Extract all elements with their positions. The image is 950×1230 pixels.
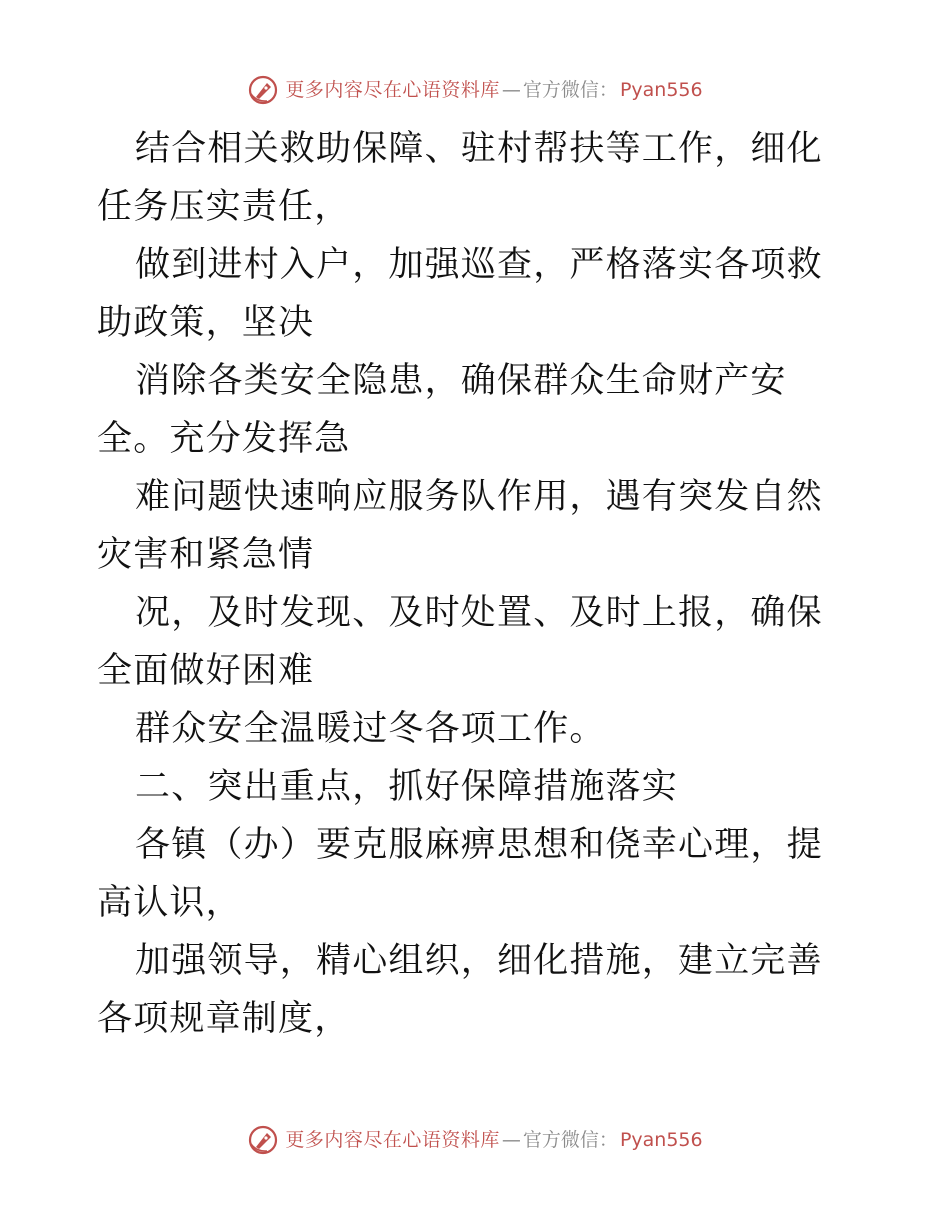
- watermark-wechat-id: Pyan556: [619, 79, 703, 101]
- section-heading: 二、突出重点，抓好保障措施落实: [135, 767, 679, 807]
- paragraph: 群众安全温暖过冬各项工作。: [135, 709, 606, 749]
- paragraph: 加强领导，精心组织，细化措施，建立完善各项规章制度，: [97, 941, 823, 1039]
- pen-nib-circle-icon: [247, 74, 279, 106]
- document-body: [97, 120, 857, 1048]
- paragraph: 做到进村入户，加强巡查，严格落实各项救助政策，坚决: [97, 245, 823, 343]
- watermark-brand: 更多内容尽在心语资料库: [285, 1129, 500, 1151]
- watermark-wechat-label: 官方微信：: [522, 79, 618, 101]
- pen-nib-circle-icon: [247, 1124, 279, 1156]
- paragraph: 结合相关救助保障、驻村帮扶等工作，细化任务压实责任，: [97, 129, 823, 227]
- paragraph: 消除各类安全隐患，确保群众生命财产安全。充分发挥急: [97, 361, 787, 459]
- watermark-separator: —: [501, 79, 521, 101]
- footer-watermark: [0, 1124, 950, 1156]
- paragraph: 难问题快速响应服务队作用，遇有突发自然灾害和紧急情: [97, 477, 823, 575]
- watermark-wechat-id: Pyan556: [619, 1129, 703, 1151]
- watermark-brand: 更多内容尽在心语资料库: [285, 79, 500, 101]
- paragraph: 各镇（办）要克服麻痹思想和侥幸心理，提高认识，: [97, 825, 823, 923]
- watermark-separator: —: [501, 1129, 521, 1151]
- header-watermark: [0, 74, 950, 106]
- paragraph: 况，及时发现、及时处置、及时上报，确保全面做好困难: [97, 593, 823, 691]
- watermark-wechat-label: 官方微信：: [522, 1129, 618, 1151]
